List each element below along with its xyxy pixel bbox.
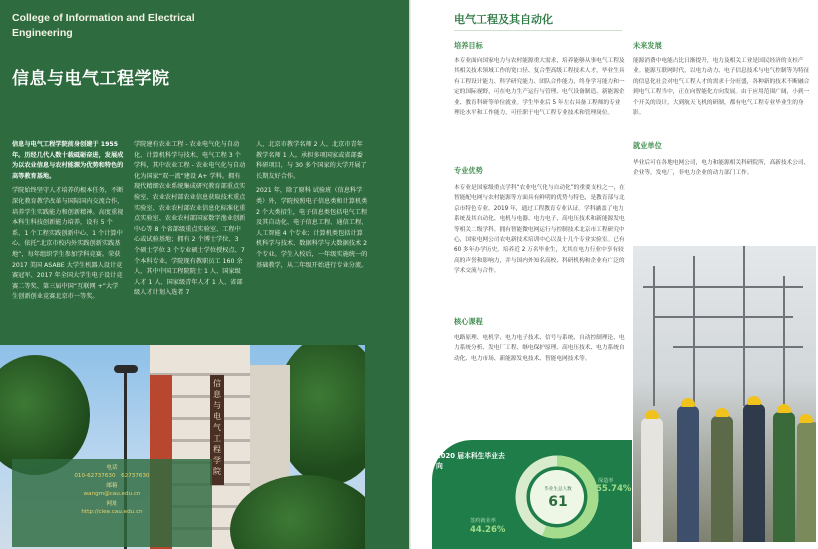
- intro-column-3: [256, 140, 368, 275]
- intro-column-1: [12, 140, 124, 307]
- employers-text: 毕业后可在各地电网公司，电力和能源相关科研院所，高新技术公司、企业等，发电厂，非电力企业的动力部门工作。: [633, 160, 810, 177]
- worker-figure: [641, 418, 663, 542]
- training-goal-heading: 培养目标: [454, 41, 483, 50]
- college-name-en: College of Information and Electrical Engineering: [12, 12, 195, 39]
- web-label: 网址: [106, 501, 118, 508]
- future-dev-heading: 未来发展: [633, 41, 662, 50]
- phone-value: 010-62737630 62737630: [74, 472, 150, 479]
- hard-hat-icon: [715, 408, 729, 417]
- intro-paragraph: 学院建有农业工程 - 农业电气化与自动化、计算机科学与技术、电气工程 3 个学科，其中农业工程 - 农业电气化与自动化为国家“双一流”建设 A+ 学科。拥有现代精细农业系统集成研究教育部重点实验室、农业农村部农业信息获取技术重点实验室、农业农村部农业信息化标准化重点实验室、农业农村部国家数字渔业创新中心等 8 个省部级重点实验室、工程中心或试验基地；拥有 2 个博士学位、3 个硕士学位 3 个专业硕士学位授权点、7 个本科专业。学院现有教职员工 160 余人，其中中国工程院院士 1 人、国家级人才 1 人、国家级青年人才 1 人、省部级人才计划入选者 7: [134, 141, 246, 297]
- intro-column-2: [134, 140, 246, 303]
- further-study-label: 深造率: [598, 478, 614, 484]
- college-name-cn: 信息与电气工程学院: [12, 69, 170, 89]
- worker-figure: [773, 412, 795, 542]
- intro-paragraph: 2021 年，除了原科 试验班（信息科学类）外，学院按照电子信息类和计算机类 2 个大类招生，电子信息类包括电气工程及其自动化、电子信息工程、通信工程、人工智能 4 个专业；计算机类包括计算机科学与技术、数据科学与大数据技术 2 个专业。学生入校后，一年级实施统一的基础教学，从二年级开始进行专业分流。: [256, 187, 368, 269]
- tree-foliage: [0, 355, 90, 475]
- stats-title: 2020 届本科生毕业去向: [436, 452, 505, 470]
- training-goal-text: 本专业面向国家电力与农村能源重大需求，培养能够从事电气工程及其相关技术领域工作的宽口径、复合型高级工程技术人才，毕业生具有工程设计能力、科学研究能力、团队合作能力、终身学习能力和一定的国际视野，可在电力生产运行与管理、电气设备制造、新能源企业、教育科研等单位就业。学生毕业后 5 年左右具备工程师的专业理论水平和工作能力，可任职于电气工程专业技术和管理岗位。: [454, 58, 625, 117]
- graduate-stats-panel: [432, 440, 632, 549]
- total-graduates-value: 61: [548, 494, 568, 510]
- worker-figure: [677, 406, 699, 542]
- hard-hat-icon: [681, 398, 695, 407]
- phone-label: 电话: [106, 465, 118, 471]
- title-divider: [454, 30, 622, 31]
- major-advantage-heading: 专业优势: [454, 166, 483, 175]
- hard-hat-icon: [747, 396, 761, 405]
- hard-hat-icon: [799, 414, 813, 423]
- employers-heading: 就业单位: [633, 141, 662, 150]
- web-value[interactable]: http://ciee.cau.edu.cn: [81, 508, 143, 515]
- major-title: 电气工程及其自动化: [454, 13, 553, 26]
- contact-box: [12, 459, 212, 547]
- worker-figure: [711, 416, 733, 542]
- intro-paragraph: 信息与电气工程学院前身创建于 1955 年。历经几代人数十载砥砺奋进，发展成为以农业信息与农村能源为优势和特色的高等教育基地。: [12, 141, 124, 180]
- email-value[interactable]: wangm@cau.edu.cn: [83, 490, 141, 497]
- worker-figure: [743, 404, 765, 542]
- employment-label: 签约就业率: [470, 518, 496, 524]
- hard-hat-icon: [645, 410, 659, 419]
- core-courses-text: 电路原理、电机学、电力电子技术、信号与系统、自动控制理论、电力系统分析、发电厂工程、继电保护原理、高电压技术、电力系统自动化、电力市场、新能源发电技术、智能电网技术等。: [454, 335, 625, 362]
- worker-figure: [797, 422, 816, 542]
- intro-paragraph: 人，北京市教学名师 2 人、北京市青年教学名师 1 人。承担多项国家或省部委科研项目，与 30 多个国家的大学开展了长期友好合作。: [256, 141, 367, 180]
- core-courses-heading: 核心课程: [454, 317, 483, 326]
- hard-hat-icon: [777, 404, 791, 413]
- building-sign: 信 息 与 电 气 工 程 学 院: [210, 375, 224, 485]
- major-advantage-text: 本专业是国家级重点学科“农业电气化与自动化”的重要支柱之一，在智能配电网与农村能源等方面具有鲜明的优势与特色，是教育部与北京市特色专业。2019 年，通过工程教育专业认证。学科涵盖了电力系统及其自动化、电机与电器、电力电子、高电压技术和新能源发电等相关二级学科。拥有智能微电网运行与控制技术北京市工程研究中心，国家电网公司农电新技术培训中心以及十几个专业实验室。已有 60 多年办学历史，培养近 2 万名毕业生，尤其在电力行业中享有较高的声誉和影响力，并与国内外知名高校、科研机构和企业有广泛的学术交流与合作。: [454, 185, 625, 275]
- intro-paragraph: 学院始终坚守人才培养的根本任务，不断深化教育教学改革与国际国内交流合作，培养学生实践能力和创新精神。高度重视本科生科技创新能力培养，设有 5 个系、1 个工程实践创新中心、1 个计算中心。依托“北京市校内外实践创新实践基地”，每年组织学生参加学科竞赛。荣获 2017 美国 ASABE 大学生机器人设计竞赛冠军、2017 年全国大学生电子设计竞赛二等奖、第三届中国“互联网 +”大学生创新创业竞赛北京市一等奖。: [12, 187, 124, 301]
- further-study-value: 55.74%: [596, 484, 632, 494]
- total-graduates-label: 毕业生总人数: [544, 487, 572, 492]
- employment-value: 44.26%: [470, 525, 506, 535]
- future-dev-text: 能源消费中电能占比日渐提升，电力及相关工业是国民经济的支柱产业。能源互联网时代，以电力动力、电子信息技术与电气控制等为特征的信息化社会对电气工程人才的需求十分旺盛，各种新的技术不断融合到电气工程当中，正在向智能化方向发展。由于应用范围广阔，小到一个开关的设计，大到航天飞机的研制，都有电气工程专业毕业生的身影。: [633, 58, 810, 117]
- right-page: [411, 0, 818, 549]
- email-label: 邮箱: [106, 483, 118, 490]
- substation-workers-photo: [633, 246, 816, 542]
